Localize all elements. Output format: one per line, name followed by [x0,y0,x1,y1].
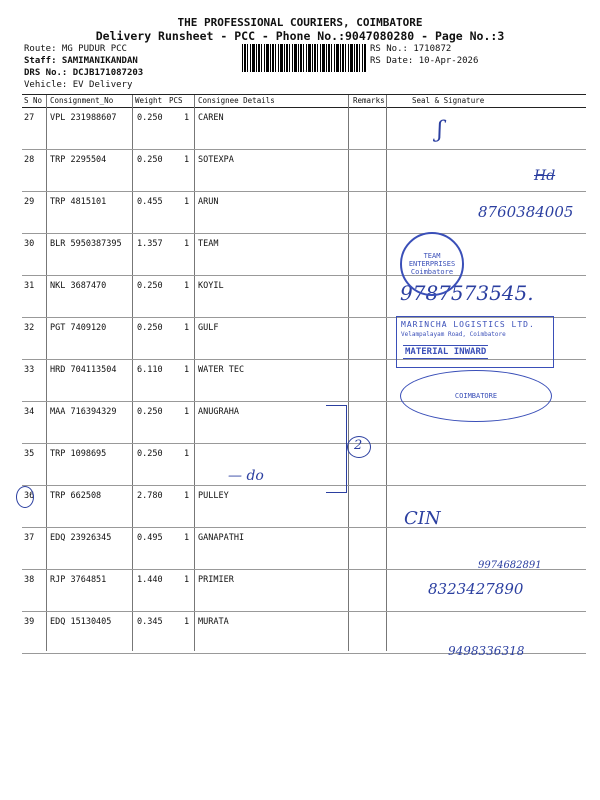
row-weight: 6.110 [137,365,163,375]
row-pcs: 1 [184,323,190,333]
row-pcs: 1 [184,575,190,585]
row-weight: 0.250 [137,281,163,291]
row-consignee: ANUGRAHA [198,407,239,417]
row-weight: 0.495 [137,533,163,543]
row-pcs: 1 [184,239,190,249]
row-weight: 0.250 [137,449,163,459]
row-consignment: NKL 3687470 [50,281,107,291]
row-consignment: RJP 3764851 [50,575,107,585]
ditto-mark: — do [228,468,264,484]
row-consignee: ARUN [198,197,219,207]
row-pcs: 1 [184,491,190,501]
row-weight: 0.250 [137,407,163,417]
row-weight: 0.250 [137,323,163,333]
col-consignee: Consignee Details [198,96,275,105]
row-sno: 27 [24,113,35,123]
row-consignment: TRP 1098695 [50,449,107,459]
company-title: THE PROFESSIONAL COURIERS, COIMBATORE [177,16,423,29]
col-remarks: Remarks [353,96,385,105]
row-consignee: PULLEY [198,491,229,501]
table-row [22,485,586,528]
header-right [370,43,478,67]
row-weight: 0.250 [137,155,163,165]
signature-27: ʃ [437,118,443,143]
row-consignment: TRP 662508 [50,491,102,501]
row-consignment: VPL 231988607 [50,113,117,123]
circled-two-text: 2 [354,438,363,453]
header-left [24,43,143,91]
row-consignment: MAA 716394329 [50,407,117,417]
row-weight: 2.780 [137,491,163,501]
row-pcs: 1 [184,113,190,123]
row-sno: 35 [24,449,35,459]
row-pcs: 1 [184,155,190,165]
row-consignee: GULF [198,323,219,333]
rs-date-text: RS Date: 10-Apr-2026 [370,56,479,66]
circled-two-mark [347,436,371,458]
stamp2-company: MARINCHA LOGISTICS LTD. [401,320,535,329]
row-pcs: 1 [184,407,190,417]
row-pcs: 1 [184,617,190,627]
row-pcs: 1 [184,281,190,291]
rs-number-text: RS No.: 1710872 [370,44,452,54]
col-seal: Seal & Signature [412,96,485,105]
table-row [22,443,586,486]
signature-28: Hd [534,168,556,184]
row-consignee: GANAPATHI [198,533,245,543]
row-pcs: 1 [184,365,190,375]
col-consignment: Consignment_No [50,96,114,105]
row-consignee: MURATA [198,617,229,627]
row-sno: 31 [24,281,35,291]
cin-note: CIN [404,508,441,529]
row-consignee: KOYIL [198,281,224,291]
col-pcs: PCS [169,96,183,105]
material-inward-stamp [396,316,554,368]
row-consignee: PRIMIER [198,575,234,585]
table-row [22,149,586,192]
row-consignment: BLR 5950387395 [50,239,122,249]
table-row [22,107,586,150]
row-sno: 39 [24,617,35,627]
row-consignee: SOTEXPA [198,155,234,165]
phone-31: 9787573545. [400,281,534,305]
row-consignment: PGT 7409120 [50,323,107,333]
row-sno: 32 [24,323,35,333]
phone-37: 9974682891 [478,560,542,571]
row-sno: 28 [24,155,35,165]
row-weight: 0.250 [137,113,163,123]
row-consignment: EDQ 23926345 [50,533,112,543]
phone-38: 8323427890 [428,580,524,598]
row-consignment: HRD 704113504 [50,365,117,375]
row-pcs: 1 [184,449,190,459]
stamp2-address: Velampalayam Road, Coimbatore [401,331,506,338]
row-sno: 34 [24,407,35,417]
row-consignment: TRP 2295504 [50,155,107,165]
row-sno: 38 [24,575,35,585]
circled-row-36-mark [16,486,34,508]
phone-39: 9498336318 [448,644,525,658]
row-consignee: WATER TEC [198,365,245,375]
route-text: Route: MG PUDUR PCC [24,44,127,54]
team-enterprises-stamp: TEAM ENTERPRISES Coimbatore [400,232,464,296]
row-sno: 37 [24,533,35,543]
row-weight: 0.345 [137,617,163,627]
row-consignment: TRP 4815101 [50,197,107,207]
row-consignee: TEAM [198,239,219,249]
drs-text: DRS No.: DCJB171087203 [24,68,144,78]
vehicle-text: Vehicle: EV Delivery [24,80,133,90]
col-weight: Weight [135,96,163,105]
barcode-image [242,44,366,72]
row-consignee: CAREN [198,113,224,123]
stamp2-inward: MATERIAL INWARD [405,347,487,357]
row-sno: 30 [24,239,35,249]
row-consignment: EDQ 15130405 [50,617,112,627]
row-weight: 1.357 [137,239,163,249]
runsheet-subtitle: Delivery Runsheet - PCC - Phone No.:9047080280 - Page No.:3 [95,29,505,43]
row-sno: 29 [24,197,35,207]
staff-text: Staff: SAMIMANIKANDAN [24,56,138,66]
phone-29: 8760384005 [478,203,574,221]
coimbatore-stamp: COIMBATORE [400,370,552,422]
table-row [22,233,586,276]
col-sno: S No [24,96,43,105]
row-weight: 1.440 [137,575,163,585]
row-sno: 33 [24,365,35,375]
row-weight: 0.455 [137,197,163,207]
row-sno: 36 [24,491,35,501]
bracket-mark [326,405,347,493]
row-pcs: 1 [184,197,190,207]
row-pcs: 1 [184,533,190,543]
